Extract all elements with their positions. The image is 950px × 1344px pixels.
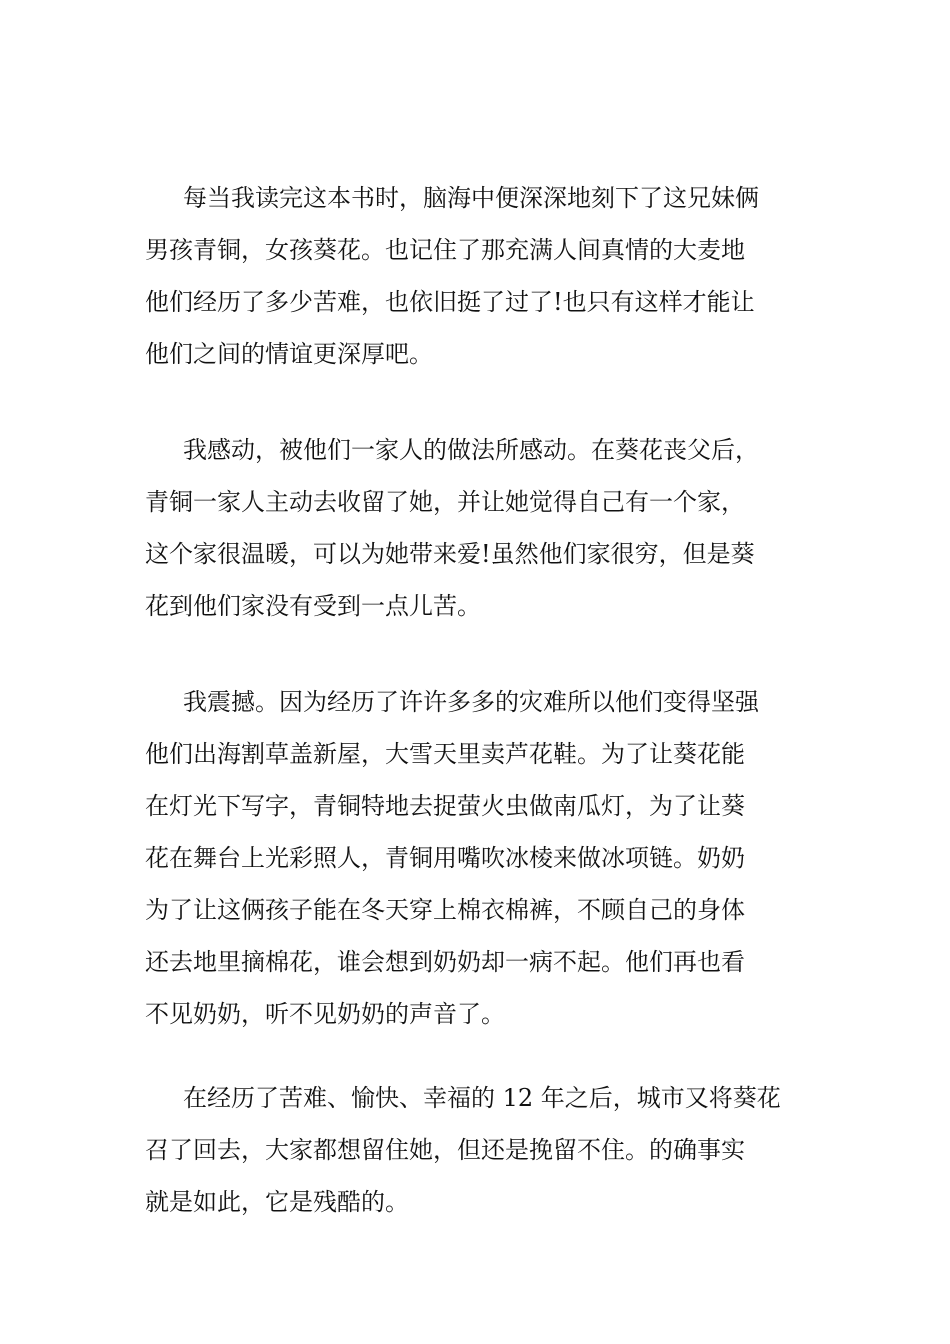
paragraph-line: 男孩青铜，女孩葵花。也记住了那充满人间真情的大麦地: [145, 236, 745, 264]
paragraph-line: 他们出海割草盖新屋，大雪天里卖芦花鞋。为了让葵花能: [145, 740, 745, 768]
paragraph-line: 他们经历了多少苦难，也依旧挺了过了!也只有这样才能让: [145, 288, 755, 316]
paragraph-line: 为了让这俩孩子能在冬天穿上棉衣棉裤，不顾自己的身体: [145, 896, 745, 924]
paragraph-line: 在灯光下写字，青铜特地去捉萤火虫做南瓜灯，为了让葵: [145, 792, 745, 820]
paragraph-line: 每当我读完这本书时，脑海中便深深地刻下了这兄妹俩: [183, 184, 759, 212]
paragraph-line: 在经历了苦难、愉快、幸福的 12 年之后，城市又将葵花: [183, 1084, 781, 1112]
paragraph-line: 这个家很温暖，可以为她带来爱!虽然他们家很穷，但是葵: [145, 540, 755, 568]
paragraph-line: 花到他们家没有受到一点儿苦。: [145, 592, 481, 620]
paragraph-3: [145, 676, 810, 1040]
paragraph-line: 花在舞台上光彩照人，青铜用嘴吹冰棱来做冰项链。奶奶: [145, 844, 745, 872]
paragraph-line: 他们之间的情谊更深厚吧。: [145, 340, 433, 368]
paragraph-line: 我感动，被他们一家人的做法所感动。在葵花丧父后，: [183, 436, 759, 464]
paragraph-line: 我震撼。因为经历了许许多多的灾难所以他们变得坚强: [183, 688, 759, 716]
paragraph-2: [145, 424, 810, 632]
paragraph-line: 不见奶奶，听不见奶奶的声音了。: [145, 1000, 505, 1028]
paragraph-line: 青铜一家人主动去收留了她，并让她觉得自己有一个家，: [145, 488, 745, 516]
paragraph-line: 就是如此，它是残酷的。: [145, 1188, 409, 1216]
paragraph-line: 召了回去，大家都想留住她，但还是挽留不住。的确事实: [145, 1136, 745, 1164]
paragraph-4: [145, 1072, 810, 1228]
paragraph-line: 还去地里摘棉花，谁会想到奶奶却一病不起。他们再也看: [145, 948, 745, 976]
paragraph-1: [145, 172, 810, 380]
